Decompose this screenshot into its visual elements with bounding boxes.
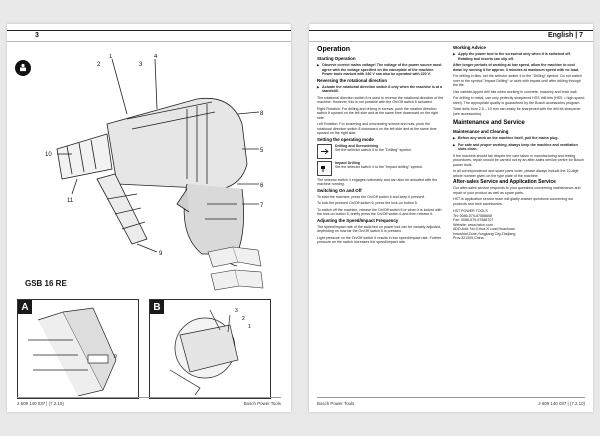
address-line: Website: www.hstcn.com [453, 222, 493, 227]
address-line: Prov.321309,China. [453, 236, 485, 240]
text-advice-4: For drilling in metal, use only perfectly sharpened HSS drill bits (HSS = high-speed steel). The appropriate quality is guaranteed by the Bosch accessories program. [453, 96, 585, 105]
callout-6: 6 [260, 183, 264, 189]
heading-advice: Working Advice [453, 45, 486, 50]
left-page [7, 24, 291, 412]
figure-b-label: B [150, 300, 164, 314]
inset-illustration [203, 242, 273, 298]
text-left-rotation: Left Rotation: For loosening and unscrewing screws and nuts, push the rotational direction switch 8 downward on the left side and at the same time upward on the right side. [317, 122, 437, 135]
drill-illustration [37, 54, 267, 269]
text-maint-1: If the machine should fail despite the care taken in manufacturing and testing procedures, repair should be carried out by an after-sales service centre for Bosch power tools. [453, 153, 584, 167]
text-advice-1: After longer periods of working at low speed, allow the machine to cool down by running it for approx. 3 minutes at maximum speed with no load. [453, 63, 579, 72]
mode2-title: Impact Drilling [335, 160, 360, 165]
column-left [317, 46, 445, 247]
text-off: To switch off the machine, release the On/Off switch 6 or when it is locked with the lock-on button 5, briefly press the On/Off switch 6 and then release it. [317, 207, 442, 216]
text-advice-3: Use carbide-tipped drill bits when working in concrete, masonry and brick wall. [453, 89, 578, 94]
bullet-reversing: ▶ Actuate the rotational direction switch 8 only when the machine is at a standstill. [317, 85, 445, 94]
mode1-text: Set the selector switch 4 to the "Drilling" symbol. [335, 148, 412, 152]
address-block [453, 209, 585, 241]
text-reversing: The rotational direction switch 8 is used to reverse the rotational direction of the machine. However, this is not possible with the On/Off switch 6 actuated. [317, 95, 444, 104]
header-bar [7, 30, 291, 42]
mode-drilling [317, 144, 445, 159]
header-bar [309, 30, 593, 42]
callout-b-1: 1 [248, 324, 251, 330]
heading-mode: Setting the operating mode [317, 136, 374, 142]
footer-right: 2 609 140 037 | (7.2.10) [538, 401, 585, 406]
footer-right: Bosch Power Tools [243, 401, 281, 406]
text-speed-1: The speed/impact rate of the switched on power tool can be variably adjusted, depending on how far the On/Off switch 6 is pressed. [317, 224, 442, 233]
text-right-rotation: Right Rotation: For drilling and driving in screws, push the rotation direction switch 8 upward on the left side and at the same time downward on the right side. [317, 106, 439, 120]
figure-b [149, 299, 271, 399]
callout-10: 10 [45, 152, 52, 158]
figure-a-drawing [18, 300, 136, 396]
page-number: English | 7 [547, 32, 583, 39]
column-right [453, 46, 585, 241]
callout-1: 1 [109, 54, 113, 60]
heading-cleaning: Maintenance and Cleaning [453, 129, 509, 134]
bullet-maint-1: ▶ Before any work on the machine itself, pull the mains plug. [453, 136, 585, 141]
text-after-1: Our after-sales service responds to your questions concerning maintenance and repair of your product as well as spare parts. [453, 186, 581, 195]
callout-5: 5 [260, 148, 264, 154]
footer-left: 2 609 140 037 | (7.2.10) [17, 401, 64, 406]
address-line: Tel: 0086-579-87588658 [453, 213, 492, 218]
figure-a [17, 299, 139, 399]
section-title-operation: Operation [317, 46, 351, 53]
callout-11: 11 [67, 198, 74, 204]
heading-reversing: Reversing the rotational direction [317, 77, 388, 83]
heading-speed: Adjusting the Speed/Impact Frequency [317, 217, 399, 223]
text-advice-2: For drilling in tiles, set the selector switch 4 to the "Drilling" symbol. Do not switch over to the symbol "Impact Drilling" or work with impact until after drilling through the tile. [453, 74, 582, 87]
text-maint-2: In all correspondence and spare parts order, please always include the 10-digit article number given on the type plate of the machine. [453, 169, 579, 178]
heading-switching: Switching On and Off [317, 187, 362, 193]
text-after-2: HST is application service team will gladly answer questions concerning our products and their accessories. [453, 197, 574, 206]
text-lock: To lock the pressed On/Off switch 6, press the lock-on button 5. [317, 201, 418, 205]
right-page [309, 24, 593, 412]
address-line: ADD.Add: No.9,Hua Xi road,Huachuan [453, 227, 515, 231]
section-title-maintenance: Maintenance and Service [453, 120, 525, 126]
text-advice-5: Twist drills from 2.5 – 10 mm can easily be sharpened with the drill bit sharpener (see accessories). [453, 107, 581, 116]
bullet-maint-2: ▶ For safe and proper working, always keep the machine and ventilation slots clean. [453, 143, 585, 152]
figure-b-drawing [150, 300, 268, 396]
footer-left: Bosch Power Tools [317, 401, 355, 406]
mode1-title: Drilling and Screwdriving [335, 143, 379, 148]
page-number: 3 [35, 32, 39, 39]
callout-b-2: 2 [242, 316, 245, 322]
callout-2: 2 [97, 62, 101, 68]
heading-starting: Starting Operation [317, 56, 356, 61]
bullet-advice: ▶ Apply the power tool to the screw/nut only when it is switched off. Rotating tool inserts can slip off. [453, 52, 585, 61]
callout-b-3: 3 [235, 308, 238, 314]
drill-symbol-icon [317, 144, 332, 159]
text-start: To start the machine, press the On/Off switch 6 and keep it pressed. [317, 194, 425, 199]
text-selector: The selector switch 4 engages noticeably and can also be actuated with the machine running. [317, 177, 438, 186]
callout-8: 8 [260, 111, 264, 117]
heading-after-sales: After-sales Service and Application Service [453, 179, 556, 185]
hammer-symbol-icon [317, 161, 332, 176]
callout-3: 3 [139, 62, 143, 68]
text-speed-2: Light pressure on the On/Off switch 6 results in low speed/impact rate. Further pressure on the switch increases the speed/impact rate. [317, 235, 442, 244]
svg-text:9: 9 [114, 354, 117, 360]
callout-4: 4 [154, 54, 158, 60]
address-line: Industrial Zone,Yongkang City,Zhejiang [453, 231, 516, 236]
model-name: GSB 16 RE [25, 279, 67, 288]
mode2-text: Set the selector switch 4 to the "Impact drilling" symbol. [335, 165, 424, 169]
mode-impact [317, 161, 445, 176]
bullet-voltage: ▶ Observe correct mains voltage! The voltage of the power source must agree with the voltage specified on the nameplate of the machine. Power tools marked with 230 V can also be operated with 220 V. [317, 63, 445, 77]
address-line: Fax: 0086-579-87588707 [453, 218, 494, 222]
callout-9: 9 [159, 251, 163, 257]
read-manual-icon [15, 60, 31, 76]
callout-7: 7 [260, 203, 264, 209]
address-line: HST POWER TOOLS [453, 209, 488, 213]
figure-a-label: A [18, 300, 32, 314]
